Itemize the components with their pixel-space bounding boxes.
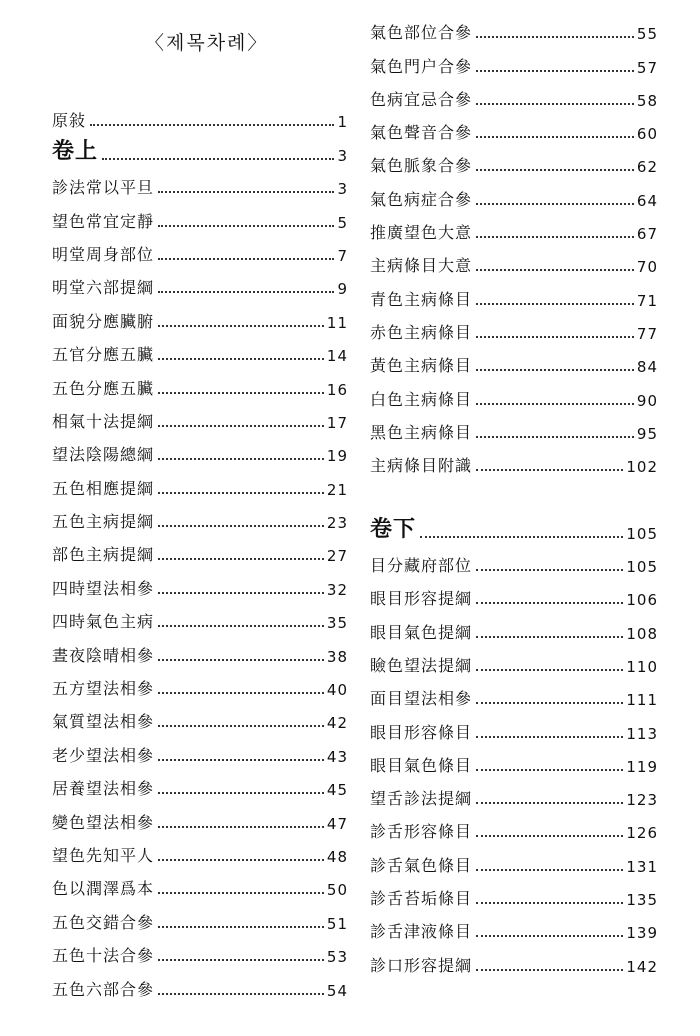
toc-entry[interactable] <box>52 699 348 732</box>
toc-entry-title: 五色分應五臟 <box>52 378 155 398</box>
toc-entry[interactable] <box>370 343 658 376</box>
toc-entry-page: 113 <box>626 724 658 743</box>
toc-entry-page: 17 <box>326 413 348 432</box>
toc-entry[interactable] <box>52 499 348 532</box>
toc-entry-page: 55 <box>636 25 658 44</box>
toc-entry-title: 眼目氣色提綱 <box>370 622 473 642</box>
toc-entry[interactable] <box>370 842 658 875</box>
toc-entry[interactable] <box>52 265 348 298</box>
dot-leader <box>476 368 634 371</box>
toc-entry[interactable] <box>52 666 348 699</box>
toc-entry-title: 診舌苔垢條目 <box>370 889 473 909</box>
toc-entry-title: 五色相應提綱 <box>52 478 155 498</box>
toc-entry[interactable] <box>370 709 658 742</box>
toc-entry[interactable] <box>52 766 348 799</box>
toc-entry[interactable] <box>52 599 348 632</box>
toc-entry[interactable] <box>52 332 348 365</box>
toc-entry-page: 19 <box>326 447 348 466</box>
toc-entry[interactable] <box>370 243 658 276</box>
dot-leader <box>158 825 324 828</box>
dot-leader <box>158 290 334 293</box>
dot-leader <box>158 224 334 227</box>
toc-entry-page: 84 <box>636 358 658 377</box>
dot-leader <box>476 235 634 238</box>
toc-entry-page: 110 <box>626 657 658 676</box>
toc-entry-page: 38 <box>326 647 348 666</box>
toc-entry[interactable] <box>370 410 658 443</box>
toc-entry-page: 27 <box>326 547 348 566</box>
toc-entry-title: 氣質望法相參 <box>52 712 155 732</box>
dot-leader <box>158 724 324 727</box>
toc-entry-page: 21 <box>326 480 348 499</box>
toc-entry[interactable] <box>52 565 348 598</box>
toc-entry-title: 四時氣色主病 <box>52 612 155 632</box>
dot-leader <box>158 691 324 694</box>
toc-entry-title: 主病條目大意 <box>370 256 473 276</box>
toc-entry[interactable] <box>52 399 348 432</box>
toc-entry-title: 主病條目附識 <box>370 456 473 476</box>
toc-entry[interactable] <box>52 198 348 231</box>
toc-entry-page: 45 <box>326 781 348 800</box>
dot-leader <box>476 968 623 971</box>
toc-entry-page: 9 <box>337 280 348 299</box>
dot-leader <box>476 801 623 804</box>
toc-entry-title: 望色先知平人 <box>52 845 155 865</box>
toc-entry[interactable] <box>52 365 348 398</box>
dot-leader <box>158 357 324 360</box>
toc-entry-title: 推廣望色大意 <box>370 223 473 243</box>
toc-entry-page: 70 <box>636 258 658 277</box>
dot-leader <box>158 858 324 861</box>
toc-entry-title: 氣色脈象合參 <box>370 156 473 176</box>
toc-entry-page: 35 <box>326 614 348 633</box>
toc-entry-title: 目分藏府部位 <box>370 556 473 576</box>
toc-entry-page: 64 <box>636 191 658 210</box>
toc-entry-title: 眼目氣色條目 <box>370 755 473 775</box>
toc-entry-title: 眼目形容提綱 <box>370 589 473 609</box>
toc-entry-title: 色病宜忌合參 <box>370 89 473 109</box>
toc-entry-page: 40 <box>326 681 348 700</box>
dot-leader <box>158 925 324 928</box>
toc-entry-page: 42 <box>326 714 348 733</box>
toc-entry-title: 變色望法相參 <box>52 812 155 832</box>
dot-leader <box>476 701 623 704</box>
dot-leader <box>158 391 324 394</box>
toc-entry-page: 3 <box>337 146 348 165</box>
toc-spacer <box>370 476 658 509</box>
dot-leader <box>476 635 623 638</box>
toc-entry[interactable] <box>52 465 348 498</box>
toc-entry-page: 62 <box>636 158 658 177</box>
dot-leader <box>476 135 634 138</box>
dot-leader <box>476 202 634 205</box>
dot-leader <box>476 568 623 571</box>
toc-entry[interactable] <box>370 609 658 642</box>
toc-entry-page: 67 <box>636 225 658 244</box>
toc-entry-page: 57 <box>636 58 658 77</box>
dot-leader <box>420 535 623 538</box>
toc-entry-title: 五色主病提綱 <box>52 512 155 532</box>
toc-entry-page: 123 <box>626 791 658 810</box>
toc-entry-page: 32 <box>326 580 348 599</box>
toc-entry-title: 晝夜陰晴相參 <box>52 645 155 665</box>
toc-entry[interactable] <box>370 676 658 709</box>
toc-entry-page: 47 <box>326 814 348 833</box>
toc-entry-page: 126 <box>626 824 658 843</box>
page-title: 〈제목차례〉 <box>145 32 269 54</box>
toc-entry[interactable] <box>370 509 658 542</box>
dot-leader <box>158 190 334 193</box>
toc-entry[interactable] <box>52 833 348 866</box>
toc-entry-page: 105 <box>626 524 658 543</box>
toc-entry-page: 90 <box>636 391 658 410</box>
toc-entry[interactable] <box>52 98 348 131</box>
toc-entry-title: 望色常宜定靜 <box>52 211 155 231</box>
toc-entry-title: 五色交錯合參 <box>52 912 155 932</box>
toc-entry-title: 瞼色望法提綱 <box>370 655 473 675</box>
dot-leader <box>476 668 623 671</box>
toc-entry[interactable] <box>52 866 348 899</box>
dot-leader <box>476 901 623 904</box>
dot-leader <box>158 891 324 894</box>
toc-entry-page: 131 <box>626 857 658 876</box>
dot-leader <box>476 102 634 105</box>
dot-leader <box>158 491 324 494</box>
toc-left-column <box>52 98 348 1000</box>
dot-leader <box>90 123 334 126</box>
toc-entry-title: 五官分應五臟 <box>52 345 155 365</box>
toc-entry[interactable] <box>370 876 658 909</box>
toc-entry-title: 卷上 <box>52 137 99 164</box>
toc-entry[interactable] <box>52 732 348 765</box>
toc-entry-title: 氣色聲音合參 <box>370 123 473 143</box>
toc-entry[interactable] <box>52 165 348 198</box>
toc-entry-title: 望法陰陽總綱 <box>52 445 155 465</box>
toc-entry-page: 50 <box>326 881 348 900</box>
toc-entry-title: 原敍 <box>52 111 87 131</box>
toc-entry-title: 部色主病提綱 <box>52 545 155 565</box>
toc-entry-title: 青色主病條目 <box>370 289 473 309</box>
dot-leader <box>476 35 634 38</box>
toc-entry-page: 58 <box>636 91 658 110</box>
toc-entry-page: 60 <box>636 125 658 144</box>
toc-entry-title: 黑色主病條目 <box>370 422 473 442</box>
dot-leader <box>158 557 324 560</box>
toc-entry-title: 五色十法合參 <box>52 946 155 966</box>
toc-entry[interactable] <box>370 376 658 409</box>
toc-entry-title: 卷下 <box>370 515 417 542</box>
dot-leader <box>476 402 634 405</box>
dot-leader <box>476 735 623 738</box>
toc-entry-page: 1 <box>337 113 348 132</box>
toc-entry-title: 五色六部合參 <box>52 979 155 999</box>
toc-entry-title: 白色主病條目 <box>370 389 473 409</box>
toc-entry-title: 老少望法相參 <box>52 745 155 765</box>
toc-entry[interactable] <box>370 576 658 609</box>
toc-entry-title: 診舌氣色條目 <box>370 855 473 875</box>
toc-entry-page: 51 <box>326 914 348 933</box>
dot-leader <box>476 335 634 338</box>
toc-entry[interactable] <box>370 743 658 776</box>
toc-entry[interactable] <box>52 799 348 832</box>
toc-entry-title: 診舌形容條目 <box>370 822 473 842</box>
toc-entry-page: 54 <box>326 981 348 1000</box>
dot-leader <box>476 69 634 72</box>
dot-leader <box>158 758 324 761</box>
toc-entry-title: 氣色門户合參 <box>370 56 473 76</box>
toc-entry-title: 色以潤澤爲本 <box>52 879 155 899</box>
dot-leader <box>476 601 623 604</box>
toc-entry-page: 5 <box>337 213 348 232</box>
toc-entry-title: 赤色主病條目 <box>370 322 473 342</box>
toc-entry-page: 23 <box>326 514 348 533</box>
toc-entry-title: 明堂六部提綱 <box>52 278 155 298</box>
toc-entry-page: 108 <box>626 624 658 643</box>
toc-entry-page: 14 <box>326 347 348 366</box>
dot-leader <box>476 168 634 171</box>
toc-entry[interactable] <box>370 809 658 842</box>
toc-entry[interactable] <box>52 899 348 932</box>
dot-leader <box>476 268 634 271</box>
dot-leader <box>158 257 334 260</box>
toc-entry-page: 95 <box>636 424 658 443</box>
toc-entry-title: 面貌分應臟腑 <box>52 311 155 331</box>
toc-entry[interactable] <box>370 643 658 676</box>
toc-entry[interactable] <box>370 77 658 110</box>
toc-entry[interactable] <box>52 632 348 665</box>
toc-entry-page: 105 <box>626 558 658 577</box>
toc-entry[interactable] <box>52 232 348 265</box>
toc-entry-title: 氣色病症合參 <box>370 189 473 209</box>
toc-entry[interactable] <box>370 310 658 343</box>
toc-entry[interactable] <box>370 276 658 309</box>
dot-leader <box>158 658 324 661</box>
toc-entry[interactable] <box>52 933 348 966</box>
toc-entry[interactable] <box>52 966 348 999</box>
toc-entry[interactable] <box>370 443 658 476</box>
toc-entry-title: 居養望法相參 <box>52 779 155 799</box>
toc-entry[interactable] <box>370 110 658 143</box>
toc-entry[interactable] <box>370 942 658 975</box>
toc-entry[interactable] <box>370 143 658 176</box>
toc-entry-page: 77 <box>636 324 658 343</box>
dot-leader <box>476 768 623 771</box>
toc-entry[interactable] <box>52 432 348 465</box>
dot-leader <box>476 834 623 837</box>
toc-entry[interactable] <box>370 543 658 576</box>
toc-entry-title: 望舌診法提綱 <box>370 789 473 809</box>
dot-leader <box>476 868 623 871</box>
dot-leader <box>158 324 324 327</box>
toc-entry-page: 7 <box>337 246 348 265</box>
toc-entry[interactable] <box>370 776 658 809</box>
toc-entry-page: 142 <box>626 957 658 976</box>
dot-leader <box>158 624 324 627</box>
toc-entry-page: 53 <box>326 948 348 967</box>
toc-entry-page: 43 <box>326 747 348 766</box>
dot-leader <box>158 791 324 794</box>
toc-entry[interactable] <box>370 10 658 43</box>
dot-leader <box>476 435 634 438</box>
toc-entry-title: 黃色主病條目 <box>370 356 473 376</box>
toc-entry[interactable] <box>52 131 348 164</box>
toc-entry-page: 11 <box>326 313 348 332</box>
toc-entry-page: 139 <box>626 924 658 943</box>
dot-leader <box>476 934 623 937</box>
toc-entry-page: 71 <box>636 291 658 310</box>
toc-entry-page: 102 <box>626 458 658 477</box>
dot-leader <box>158 992 324 995</box>
toc-entry-title: 明堂周身部位 <box>52 244 155 264</box>
toc-entry-title: 面目望法相參 <box>370 689 473 709</box>
toc-entry-title: 相氣十法提綱 <box>52 411 155 431</box>
toc-entry-title: 四時望法相參 <box>52 578 155 598</box>
toc-entry[interactable] <box>370 43 658 76</box>
dot-leader <box>158 958 324 961</box>
dot-leader <box>158 457 324 460</box>
toc-entry-page: 3 <box>337 180 348 199</box>
dot-leader <box>476 468 623 471</box>
toc-entry-title: 氣色部位合參 <box>370 23 473 43</box>
toc-right-column <box>370 10 658 976</box>
dot-leader <box>158 524 324 527</box>
toc-entry-page: 16 <box>326 380 348 399</box>
toc-entry[interactable] <box>52 532 348 565</box>
toc-entry[interactable] <box>370 210 658 243</box>
toc-entry-page: 48 <box>326 847 348 866</box>
dot-leader <box>158 424 324 427</box>
toc-entry-title: 五方望法相參 <box>52 679 155 699</box>
toc-entry[interactable] <box>52 298 348 331</box>
toc-entry-title: 診舌津液條目 <box>370 922 473 942</box>
dot-leader <box>158 591 324 594</box>
dot-leader <box>476 302 634 305</box>
toc-entry-title: 眼目形容條目 <box>370 722 473 742</box>
toc-entry-title: 診口形容提綱 <box>370 955 473 975</box>
toc-entry-page: 135 <box>626 891 658 910</box>
dot-leader <box>102 157 334 160</box>
toc-entry-page: 106 <box>626 591 658 610</box>
toc-entry[interactable] <box>370 909 658 942</box>
toc-entry-title: 診法常以平旦 <box>52 178 155 198</box>
toc-entry-page: 119 <box>626 757 658 776</box>
toc-entry-page: 111 <box>626 691 658 710</box>
toc-entry[interactable] <box>370 176 658 209</box>
